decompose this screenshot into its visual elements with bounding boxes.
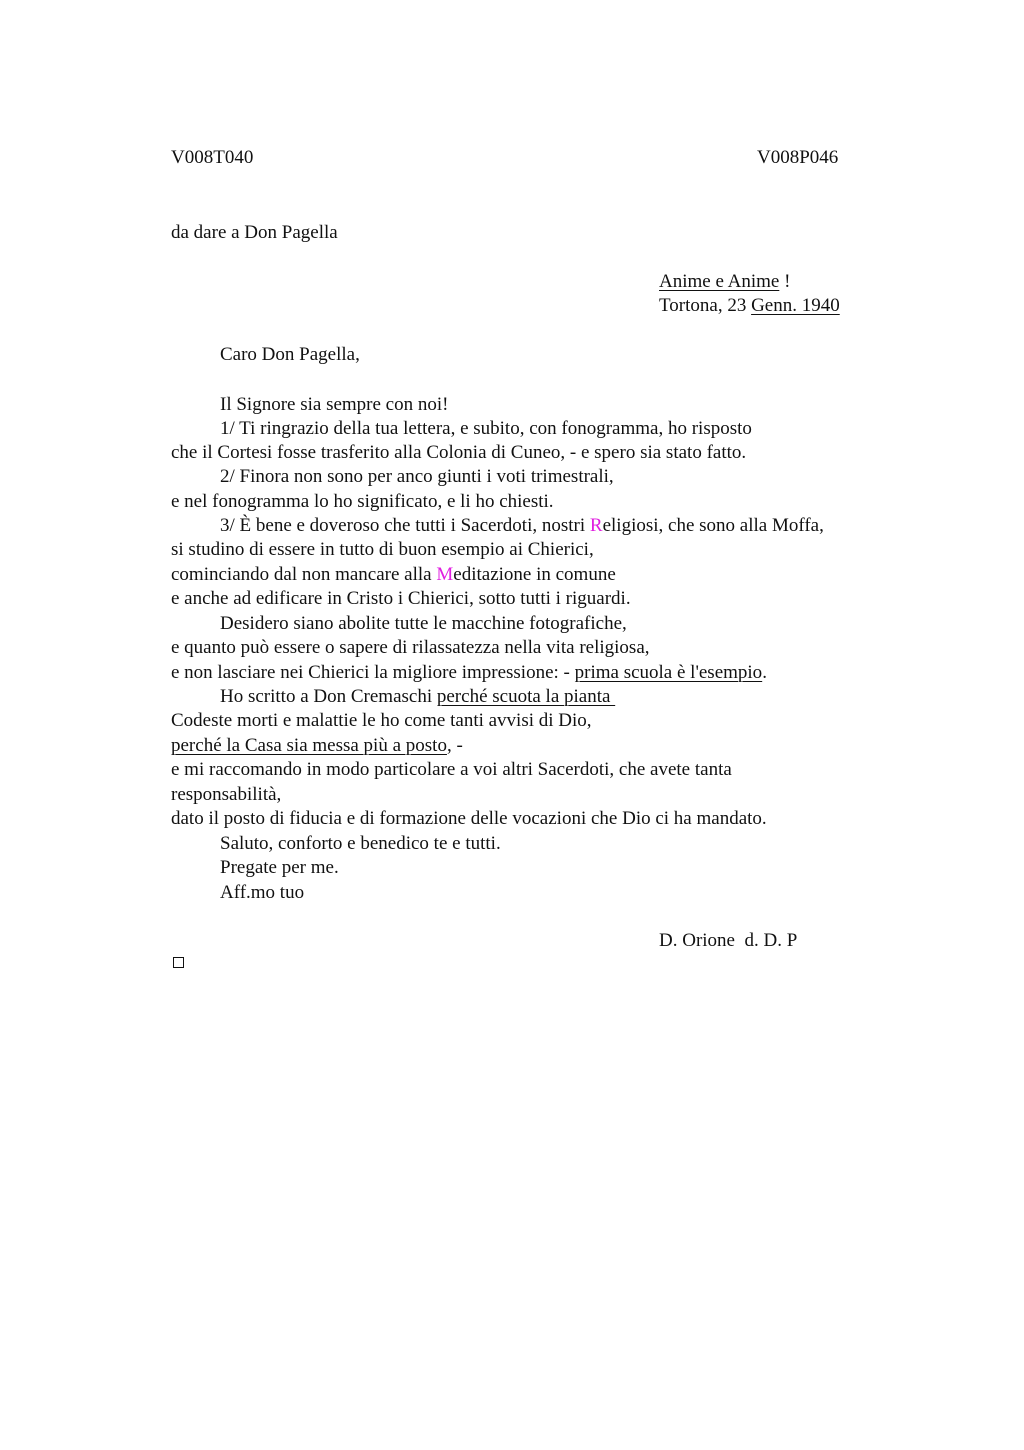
checkbox-square-icon [173, 957, 184, 968]
body-line-10: Desidero siano abolite tutte le macchine fotografiche, [220, 613, 627, 634]
dateline-date: Genn. 1940 [751, 295, 840, 316]
body-line-19: Saluto, conforto e benedico te e tutti. [220, 833, 501, 854]
body-line-8-start: cominciando dal non mancare alla [171, 564, 437, 585]
body-line-1: Il Signore sia sempre con noi! [220, 394, 449, 415]
motto-suffix: ! [779, 271, 791, 292]
body-line-7: si studino di essere in tutto di buon esempio ai Chierici, [171, 539, 594, 560]
underlined-phrase: perché scuota la pianta [436, 686, 616, 707]
body-line-15-end: , - [446, 735, 463, 756]
closing: Aff.mo tuo [220, 882, 305, 903]
body-line-13 [220, 685, 615, 709]
body-line-8 [171, 563, 616, 587]
body-line-3: che il Cortesi fosse trasferito alla Colonia di Cuneo, - e spero sia stato fatto. [171, 442, 747, 463]
dateline-place: Tortona, 23 [659, 295, 752, 316]
delivery-note: da dare a Don Pagella [171, 222, 338, 243]
archive-code-right: V008P046 [757, 147, 839, 168]
motto-text: Anime e Anime [659, 271, 780, 292]
underlined-phrase: perché la Casa sia messa più a posto [171, 735, 447, 756]
body-line-15 [171, 734, 463, 758]
body-line-5: e nel fonogramma lo ho significato, e li ho chiesti. [171, 491, 554, 512]
highlight-letter: M [436, 564, 454, 585]
body-line-2: 1/ Ti ringrazio della tua lettera, e subito, con fonogramma, ho risposto [220, 418, 752, 439]
body-line-18: dato il posto di fiducia e di formazione delle vocazioni che Dio ci ha mandato. [171, 808, 767, 829]
salutation: Caro Don Pagella, [220, 344, 360, 365]
underlined-phrase: prima scuola è l'esempio [574, 662, 763, 683]
body-line-4: 2/ Finora non sono per anco giunti i voti trimestrali, [220, 466, 614, 487]
dateline-place-date [659, 294, 840, 318]
body-line-6 [220, 514, 824, 538]
body-line-20: Pregate per me. [220, 857, 339, 878]
archive-code-left: V008T040 [171, 147, 254, 168]
body-line-12 [171, 661, 767, 685]
body-line-11: e quanto può essere o sapere di rilassatezza nella vita religiosa, [171, 637, 650, 658]
body-line-8-end: editazione in comune [453, 564, 616, 585]
body-line-12-start: e non lasciare nei Chierici la migliore impressione: - [171, 662, 575, 683]
body-line-6-start: 3/ È bene e doveroso che tutti i Sacerdoti, nostri [220, 515, 590, 536]
body-line-6-end: eligiosi, che sono alla Moffa, [602, 515, 824, 536]
body-line-14: Codeste morti e malattie le ho come tanti avvisi di Dio, [171, 710, 592, 731]
body-line-12-end: . [762, 662, 767, 683]
highlight-letter: R [589, 515, 603, 536]
body-line-17: responsabilità, [171, 784, 282, 805]
body-line-16: e mi raccomando in modo particolare a voi altri Sacerdoti, che avete tanta [171, 759, 732, 780]
dateline-motto [659, 270, 790, 294]
signature: D. Orione d. D. P [659, 930, 798, 951]
body-line-9: e anche ad edificare in Cristo i Chierici, sotto tutti i riguardi. [171, 588, 631, 609]
body-line-13-start: Ho scritto a Don Cremaschi [220, 686, 437, 707]
